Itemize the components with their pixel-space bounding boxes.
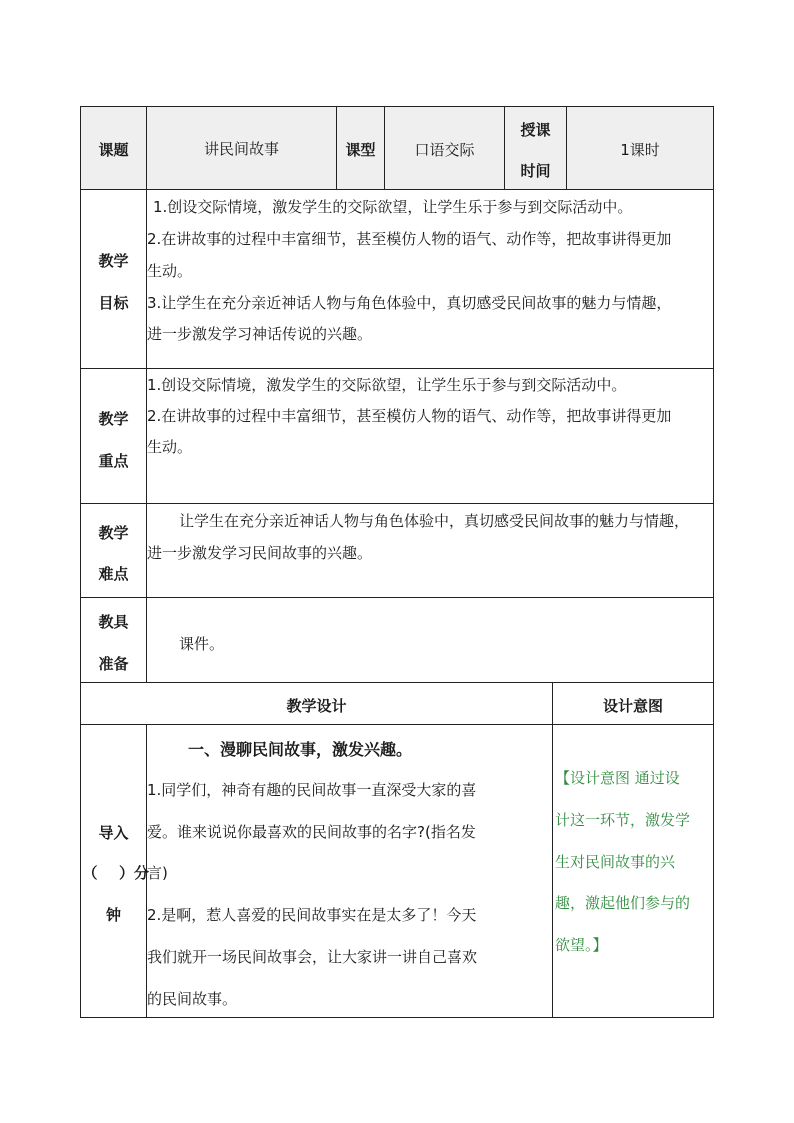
goals-line: 1.创设交际情境，激发学生的交际欲望，让学生乐于参与到交际活动中。	[153, 198, 633, 216]
keypoints-line: 1.创设交际情境，激发学生的交际欲望，让学生乐于参与到交际活动中。	[147, 376, 627, 394]
goals-label-line2: 目标	[98, 294, 129, 312]
goals-line: 生动。	[147, 262, 193, 280]
type-label: 课型	[345, 141, 376, 159]
goals-label-line1: 教学	[98, 252, 129, 270]
design-column-title: 教学设计	[286, 697, 347, 715]
keypoints-line: 生动。	[147, 438, 193, 456]
keypoints-label-line1: 教学	[98, 410, 129, 428]
tools-value: 课件。	[179, 635, 225, 653]
intent-column-title: 设计意图	[602, 697, 663, 715]
intro-line: 我们就开一场民间故事会，让大家讲一讲自己喜欢	[147, 948, 478, 966]
topic-label: 课题	[98, 141, 129, 159]
time-label-line2: 时间	[520, 162, 551, 180]
intro-line: 言)	[147, 864, 168, 882]
type-value: 口语交际	[414, 141, 475, 159]
intent-line: 欲望。】	[555, 936, 608, 954]
intro-line: 的民间故事。	[147, 990, 238, 1008]
goals-line: 进一步激发学习神话传说的兴趣。	[147, 325, 373, 343]
goals-line: 3.让学生在充分亲近神话人物与角色体验中，真切感受民间故事的魅力与情趣，	[147, 294, 672, 312]
difficulties-label-line1: 教学	[98, 524, 129, 542]
intro-heading: 一、漫聊民间故事，激发兴趣。	[188, 740, 413, 759]
tools-label-line2: 准备	[98, 655, 129, 673]
intent-line: 计这一环节，激发学	[555, 811, 691, 829]
difficulties-line: 让学生在充分亲近神话人物与角色体验中，真切感受民间故事的魅力与情趣，	[179, 512, 690, 530]
time-value: 1课时	[620, 141, 660, 159]
keypoints-label-line2: 重点	[98, 452, 129, 470]
intro-line: 2.是啊，惹人喜爱的民间故事实在是太多了！今天	[147, 906, 477, 924]
intro-label-minutes: ）分	[118, 864, 149, 882]
intent-line: 【设计意图 通过设	[555, 769, 680, 787]
intro-line: 爱。谁来说说你最喜欢的民间故事的名字?(指名发	[147, 823, 476, 841]
difficulties-label-line2: 难点	[98, 565, 129, 583]
intro-label-line3: 钟	[105, 906, 121, 924]
topic-value: 讲民间故事	[203, 140, 279, 158]
intro-line: 1.同学们，神奇有趣的民间故事一直深受大家的喜	[147, 781, 477, 799]
intro-label-paren-open: （	[82, 864, 98, 882]
goals-line: 2.在讲故事的过程中丰富细节，甚至模仿人物的语气、动作等，把故事讲得更加	[147, 230, 672, 248]
time-label-line1: 授课	[520, 121, 551, 139]
tools-label-line1: 教具	[98, 613, 129, 631]
difficulties-line: 进一步激发学习民间故事的兴趣。	[147, 544, 373, 562]
keypoints-line: 2.在讲故事的过程中丰富细节，甚至模仿人物的语气、动作等，把故事讲得更加	[147, 407, 672, 425]
intent-line: 生对民间故事的兴	[555, 853, 676, 871]
intent-line: 趣，激起他们参与的	[555, 894, 691, 912]
intro-label-line1: 导入	[98, 824, 129, 842]
